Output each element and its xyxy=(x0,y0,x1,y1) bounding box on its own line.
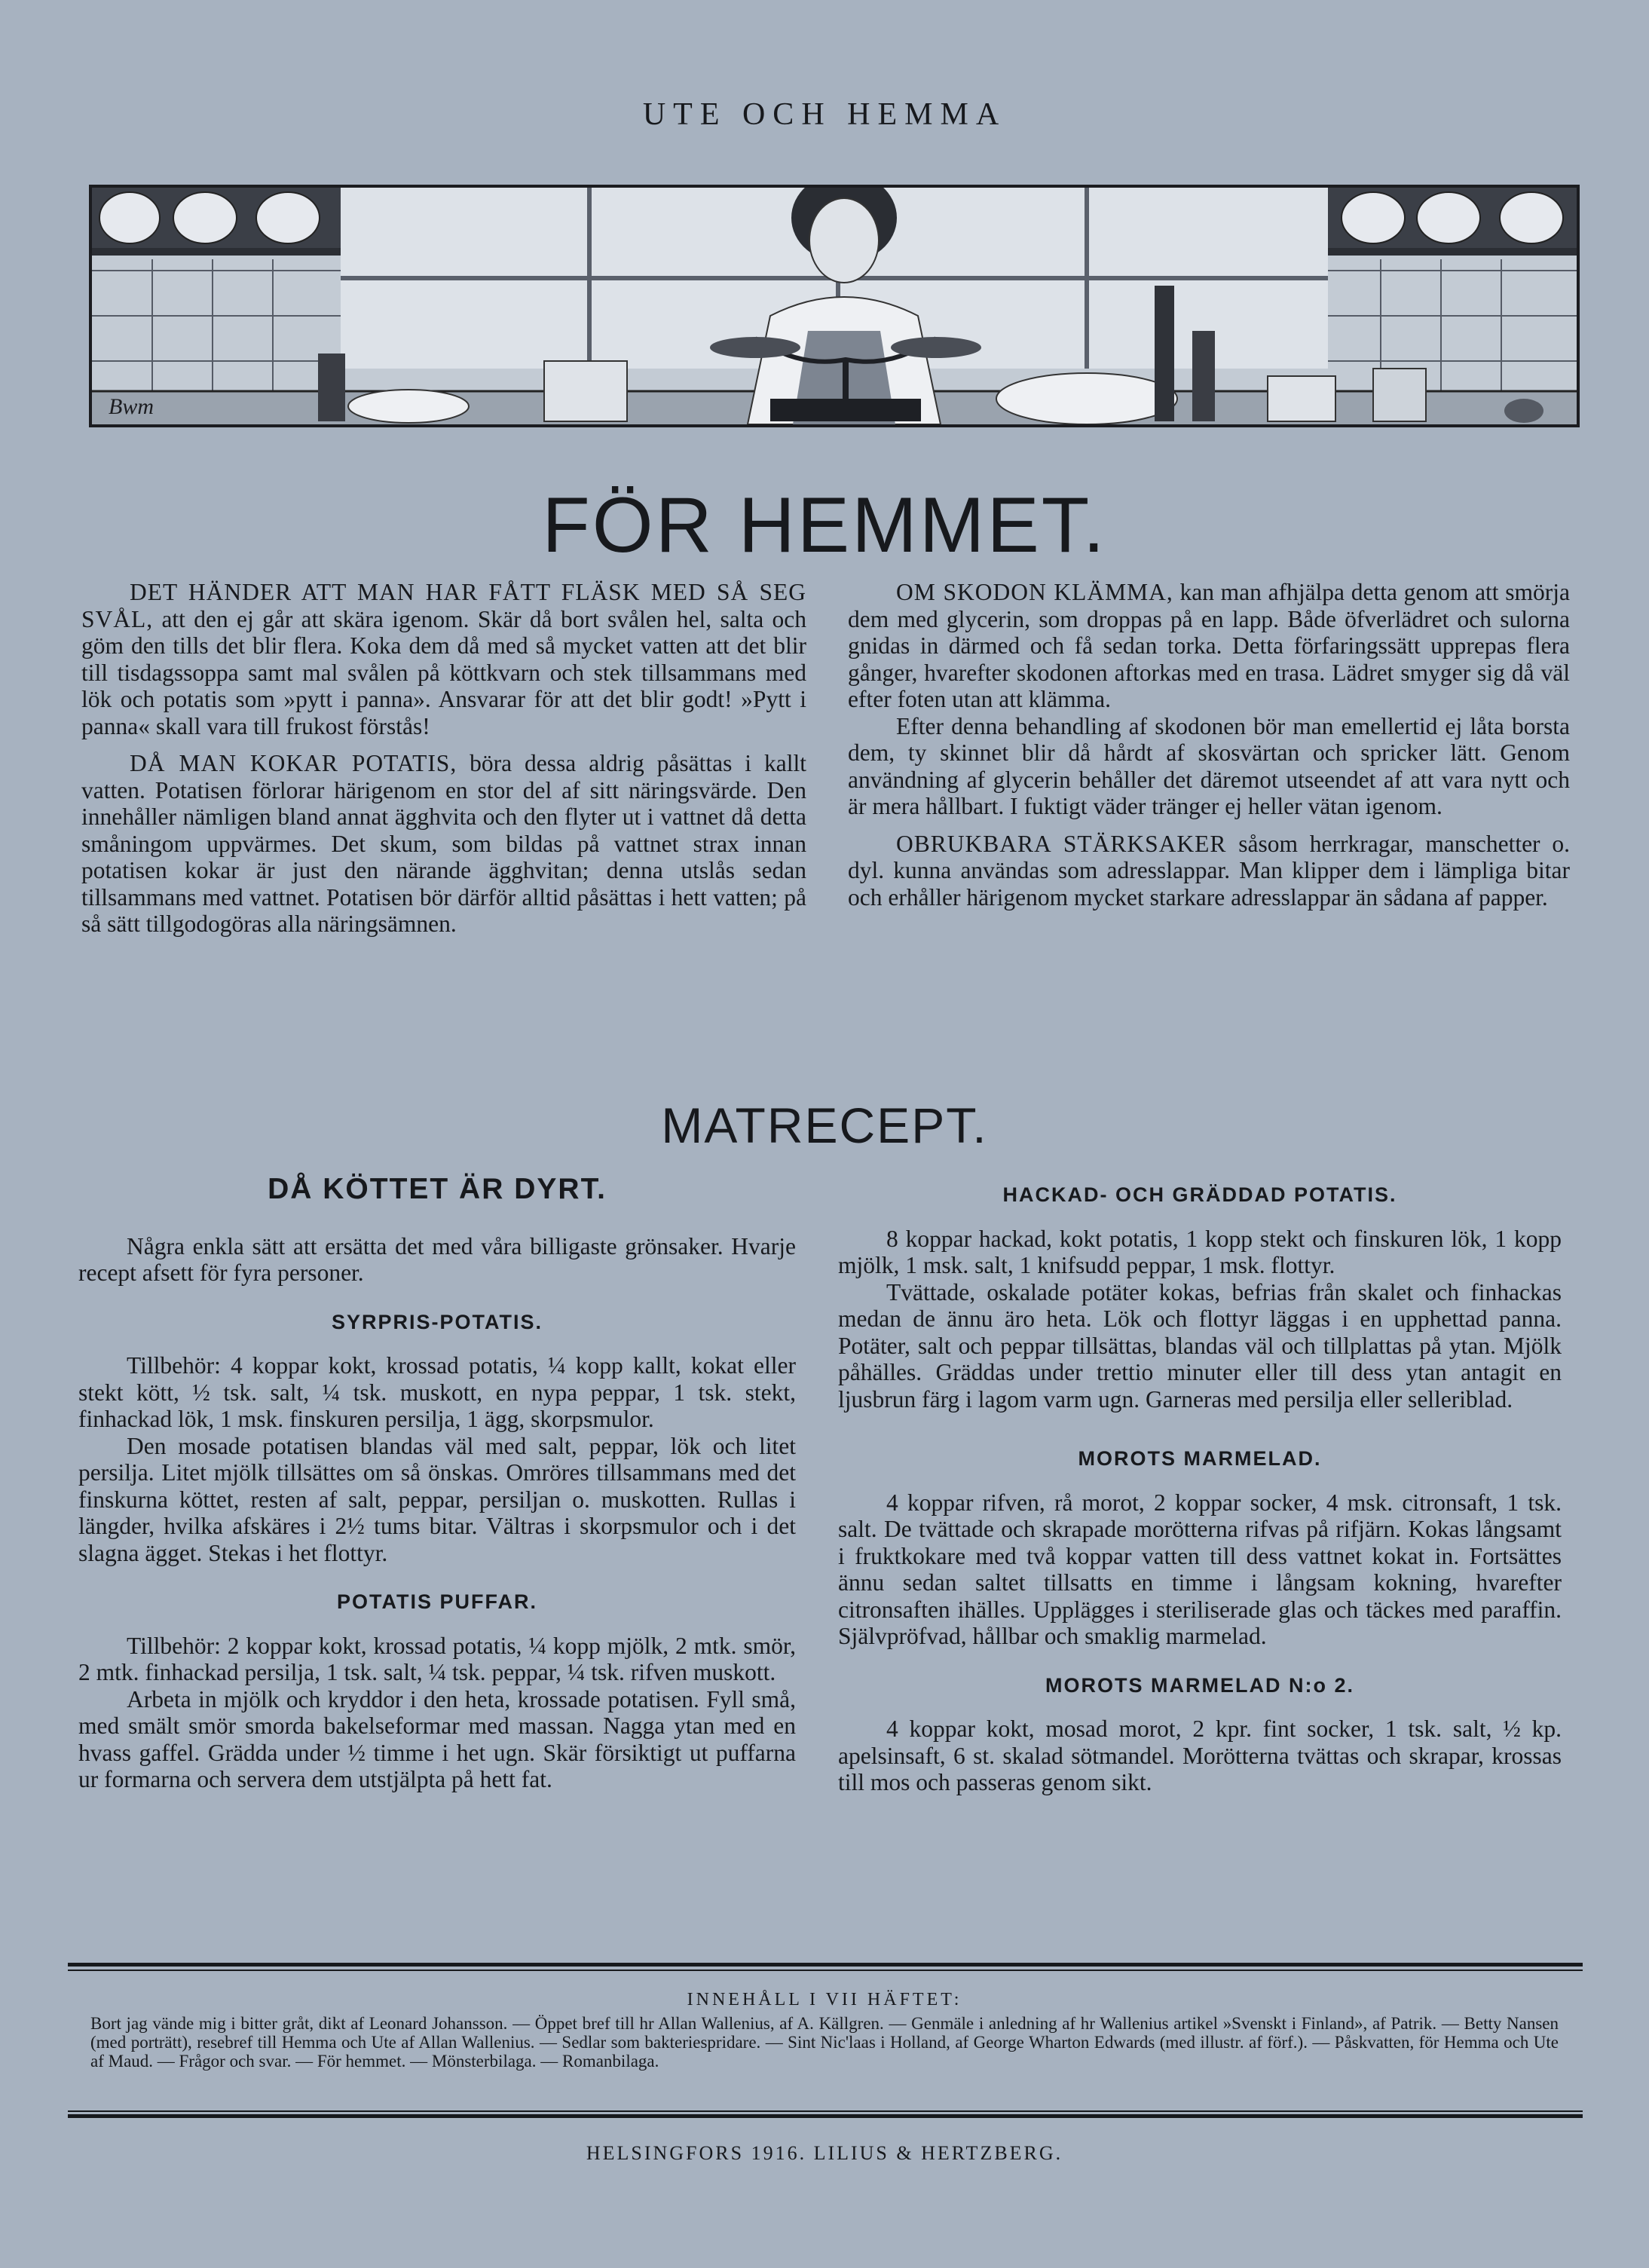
tips-right-column xyxy=(848,579,1570,921)
tip-bacon-rind: DET HÄNDER ATT MAN HAR FÅTT FLÄSK MED SÅ SEG SVÅL, att den ej går att skära igenom. Skär då bort svålen hel, salta och göm den tills det blir flera. Koka dem då med så mycket vatten att det blir till tisdagssoppa samt mal svålen på köttkvarn och stek tillsammans med lök och potatis som »pytt i panna». Ansvarar för att det blir godt! »Pytt i panna« skall vara till frukost förstås! xyxy=(81,579,806,739)
tip-shoe-care: Efter denna behandling af skodonen bör man emellertid ej låta borsta dem, ty skinnet blir då hårdt af skosvärtan och spricker lätt. Genom användning af glycerin behåller det däremot utseendet af att vara nytt och är mera hållbart. I fuktigt väder tränger ej heller vätan igenom. xyxy=(848,712,1570,819)
tip-boiling-potatoes: DÅ MAN KOKAR POTATIS, böra dessa aldrig påsättas i kallt vatten. Potatisen förlorar härigenom en stor del af sitt näringsvärde. Den innehåller nämligen bland annat ägghvita och den flyter ut i vattnet då detta småningom uppvärmes. Det skum, som bildas på vattnet strax innan potatisen kokar är just den närande ägghvitan; denna utslås sedan tillsammans med vattnet. Potatisen bör därför alltid påsättas i hett vatten; på så sätt tillgodogöras alla näringsämnen. xyxy=(81,750,806,937)
contents-text: Bort jag vände mig i bitter gråt, dikt af Leonard Johansson. — Öppet bref till hr Allan Wallenius, af A. Källgren. — Genmäle i anledning af hr Wallenius artikel »Svenskt i Finland», af Patrik. — Betty Nansen (med porträtt), resebref till Hemma och Ute af Allan Wallenius. — Sedlar som bakteriespridare. — Sint Nic'laas i Holland, af George Wharton Edwards (med illustr. af förf.). — Påskvatten, för Hemma och Ute af Maud. — Frågor och svar. — För hemmet. — Mönsterbilaga. — Romanbilaga. xyxy=(90,2014,1559,2071)
recipes-left-column xyxy=(78,1173,796,1804)
recipe-paragraph: Tvättade, oskalade potäter kokas, befrias från skalet och finhackas medan de ännu äro heta. Lök och flottyr läggas i en upphettad panna. Potäter, salt och peppar tillsättas, blandas väl och tillplattas på ytan. Mjölk påhälles. Gräddas under trettio minuter eller till dess ytan antagit en ljusbrun färg i lagom varm ugn. Garneras med persilja eller selleriblad. xyxy=(838,1278,1562,1413)
recipe-paragraph: Tillbehör: 4 koppar kokt, krossad potatis, ¼ kopp kallt, kokat eller stekt kött, ½ tsk. salt, ¼ tsk. muskott, en nypa peppar, 1 tsk. stekt, finhackad lök, 1 msk. finskuren persilja, 1 ägg, skorpsmulor. xyxy=(78,1352,796,1432)
recipes-left-heading: DÅ KÖTTET ÄR DYRT. xyxy=(268,1173,607,1205)
tips-left-column xyxy=(81,579,806,948)
recipe-title: POTATIS PUFFAR. xyxy=(337,1590,537,1613)
recipe-title: MOROTS MARMELAD N:o 2. xyxy=(1045,1673,1354,1697)
recipes-intro: Några enkla sätt att ersätta det med våra billigaste grönsaker. Hvarje recept afsett för fyra personer. xyxy=(78,1232,796,1286)
running-head: UTE OCH HEMMA xyxy=(642,97,1007,132)
recipe-paragraph: Den mosade potatisen blandas väl med salt, peppar, lök och litet persilja. Litet mjölk tillsättes om så önskas. Omröres tillsammans med det finskurna köttet, resten af salt, peppar, persiljan o. muskotten. Rullas i längder, hvilka afskäres i 2½ tums bitar. Vältras i skorpsmulor och i det slagna ägget. Stekas i het flottyr. xyxy=(78,1432,796,1566)
contents-heading: INNEHÅLL I VII HÄFTET: xyxy=(687,1990,962,2009)
divider-top xyxy=(68,1963,1583,1973)
recipe-title: HACKAD- OCH GRÄDDAD POTATIS. xyxy=(1002,1183,1397,1206)
imprint: HELSINGFORS 1916. LILIUS & HERTZBERG. xyxy=(586,2142,1063,2164)
tip-starched-collars: OBRUKBARA STÄRKSAKER såsom herrkragar, manschetter o. dyl. kunna användas som adresslappar. Man klipper dem i lämpliga bitar och erhåller härigenom mycket starkare adresslappar än sådana af papper. xyxy=(848,830,1570,911)
recipe-paragraph: 4 koppar kokt, mosad morot, 2 kpr. fint socker, 1 tsk. salt, ½ kp. apelsinsaft, 6 st. skalad sötmandel. Morötterna tvättas och skrapar, krossas till mos och passeras genom sikt. xyxy=(838,1716,1562,1795)
divider-bottom xyxy=(68,2110,1583,2121)
tip-tight-shoes: OM SKODON KLÄMMA, kan man afhjälpa detta genom att smörja dem med glycerin, som droppas på en lapp. Både öfverlädret och sulorna gnidas in därmed och få sedan torka. Detta förfaringssätt upprepas flera gånger, hvarefter skodonen aftorkas med en trasa. Lädret smyger sig då väl efter foten utan att klämma. xyxy=(848,579,1570,712)
recipe-title: SYRPRIS-POTATIS. xyxy=(331,1310,543,1333)
main-title: FÖR HEMMET. xyxy=(542,482,1107,569)
recipe-title: MOROTS MARMELAD. xyxy=(1078,1447,1322,1470)
recipe-paragraph: Arbeta in mjölk och kryddor i den heta, krossade potatisen. Fyll små, med smält smör smorda bakelseformar med massan. Nagga ytan med en hvass gaffel. Grädda under ½ timme i het ugn. Skär försiktigt ut puffarna ur formarna och servera dem utstjälpta på hett fat. xyxy=(78,1685,796,1792)
recipe-paragraph: 4 koppar rifven, rå morot, 2 koppar socker, 4 msk. citronsaft, 1 tsk. salt. De tvättade och skrapade morötterna rifvas på rifjärn. Kokas långsamt i fruktkokare med två koppar vatten till dess vattnet kokat in. Fortsättes ännu sedan saltet tillsatts en timme i långsam kokning, hvarefter citronsaften ihälles. Upplägges i steriliserade glas och täckes med paraffin. Självpröfvad, hållbar och smaklig marmelad. xyxy=(838,1489,1562,1649)
kitchen-illustration xyxy=(89,185,1580,427)
recipe-paragraph: 8 koppar hackad, kokt potatis, 1 kopp stekt och finskuren lök, 1 kopp mjölk, 1 msk. salt, 1 knifsudd peppar, 1 msk. flottyr. xyxy=(838,1225,1562,1278)
recipe-paragraph: Tillbehör: 2 koppar kokt, krossad potatis, ¼ kopp mjölk, 2 mtk. smör, 2 mtk. finhackad persilja, 1 tsk. salt, ¼ tsk. peppar, ¼ tsk. rifven muskott. xyxy=(78,1632,796,1685)
recipes-right-column xyxy=(838,1176,1562,1807)
recipes-title: MATRECEPT. xyxy=(661,1097,988,1153)
artist-signature: Bwm xyxy=(109,394,154,419)
